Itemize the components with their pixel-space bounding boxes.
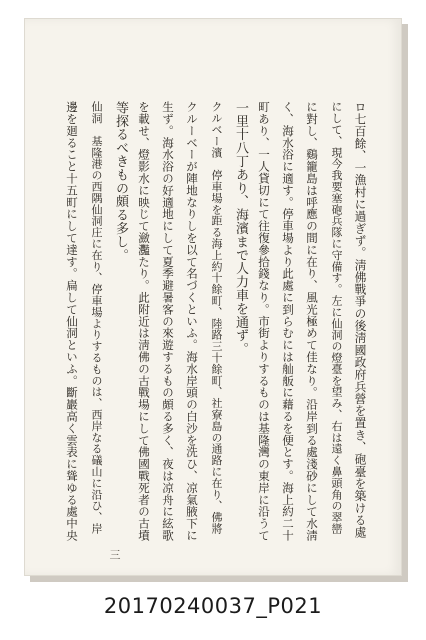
book-page: [24, 18, 402, 576]
text-column-7: クルベー濱 停車場を距る海上約十餘町、陸路三十餘町、社寮島の通路に在り、佛將: [210, 101, 223, 535]
text-column-10: を載せ、燈影水に映じて瀲灩たり。此附近は淸佛の古戰場にして佛國戰死者の古墳: [137, 101, 151, 542]
text-column-4: く、海水浴に適す。停車場より此處に到らむには舢舨に藉るを便とす。海上約二十: [281, 101, 295, 542]
text-column-1: ロ七百餘、一漁村に過ぎず。淸佛戰爭の後淸國政府兵營を置き、砲臺を築ける處: [353, 101, 367, 539]
text-column-13: 邊を廻ること十五町にして達す。扁して仙洞といふ。斷巖高く雲表に聳ゆる處中央: [65, 101, 79, 542]
text-column-5: 町あり、一人貸切にて往復參拾錢なり。市街よりするものは基隆灣の東岸に沿うて: [257, 101, 271, 542]
text-column-8: クルーベーが陣地なりしを以て名づくといふ。海水岸頭の白沙を洗ひ、凉氣腋下に: [185, 101, 199, 542]
text-column-2: にして、現今我要塞砲兵隊に守備す。左に仙洞の燈臺を望み、右は遠く鼻頭角の翠巒: [330, 101, 343, 535]
text-column-12: 仙洞 基隆港の西隅仙洞庄に在り、停車場よりするものは、西岸なる礒山に沿ひ、岸: [90, 101, 103, 535]
text-column-9: 生ず。海水浴の好適地にして夏季避暑客の來遊するもの頗る多く、夜は凉舟に絃歌: [161, 101, 175, 542]
image-caption: 20170240037_P021: [103, 594, 323, 618]
text-column-11: 等探るべきもの頗る多し。: [113, 101, 128, 262]
page-number: 三: [108, 549, 121, 560]
text-column-3: に對し、鷄籠島は呼應の間に在り、風光極めて佳なり。沿岸到る處淺砂にして水淸: [305, 101, 319, 542]
text-column-6: 一里十八丁あり、海濱まで人力車を通ず。: [233, 101, 248, 356]
